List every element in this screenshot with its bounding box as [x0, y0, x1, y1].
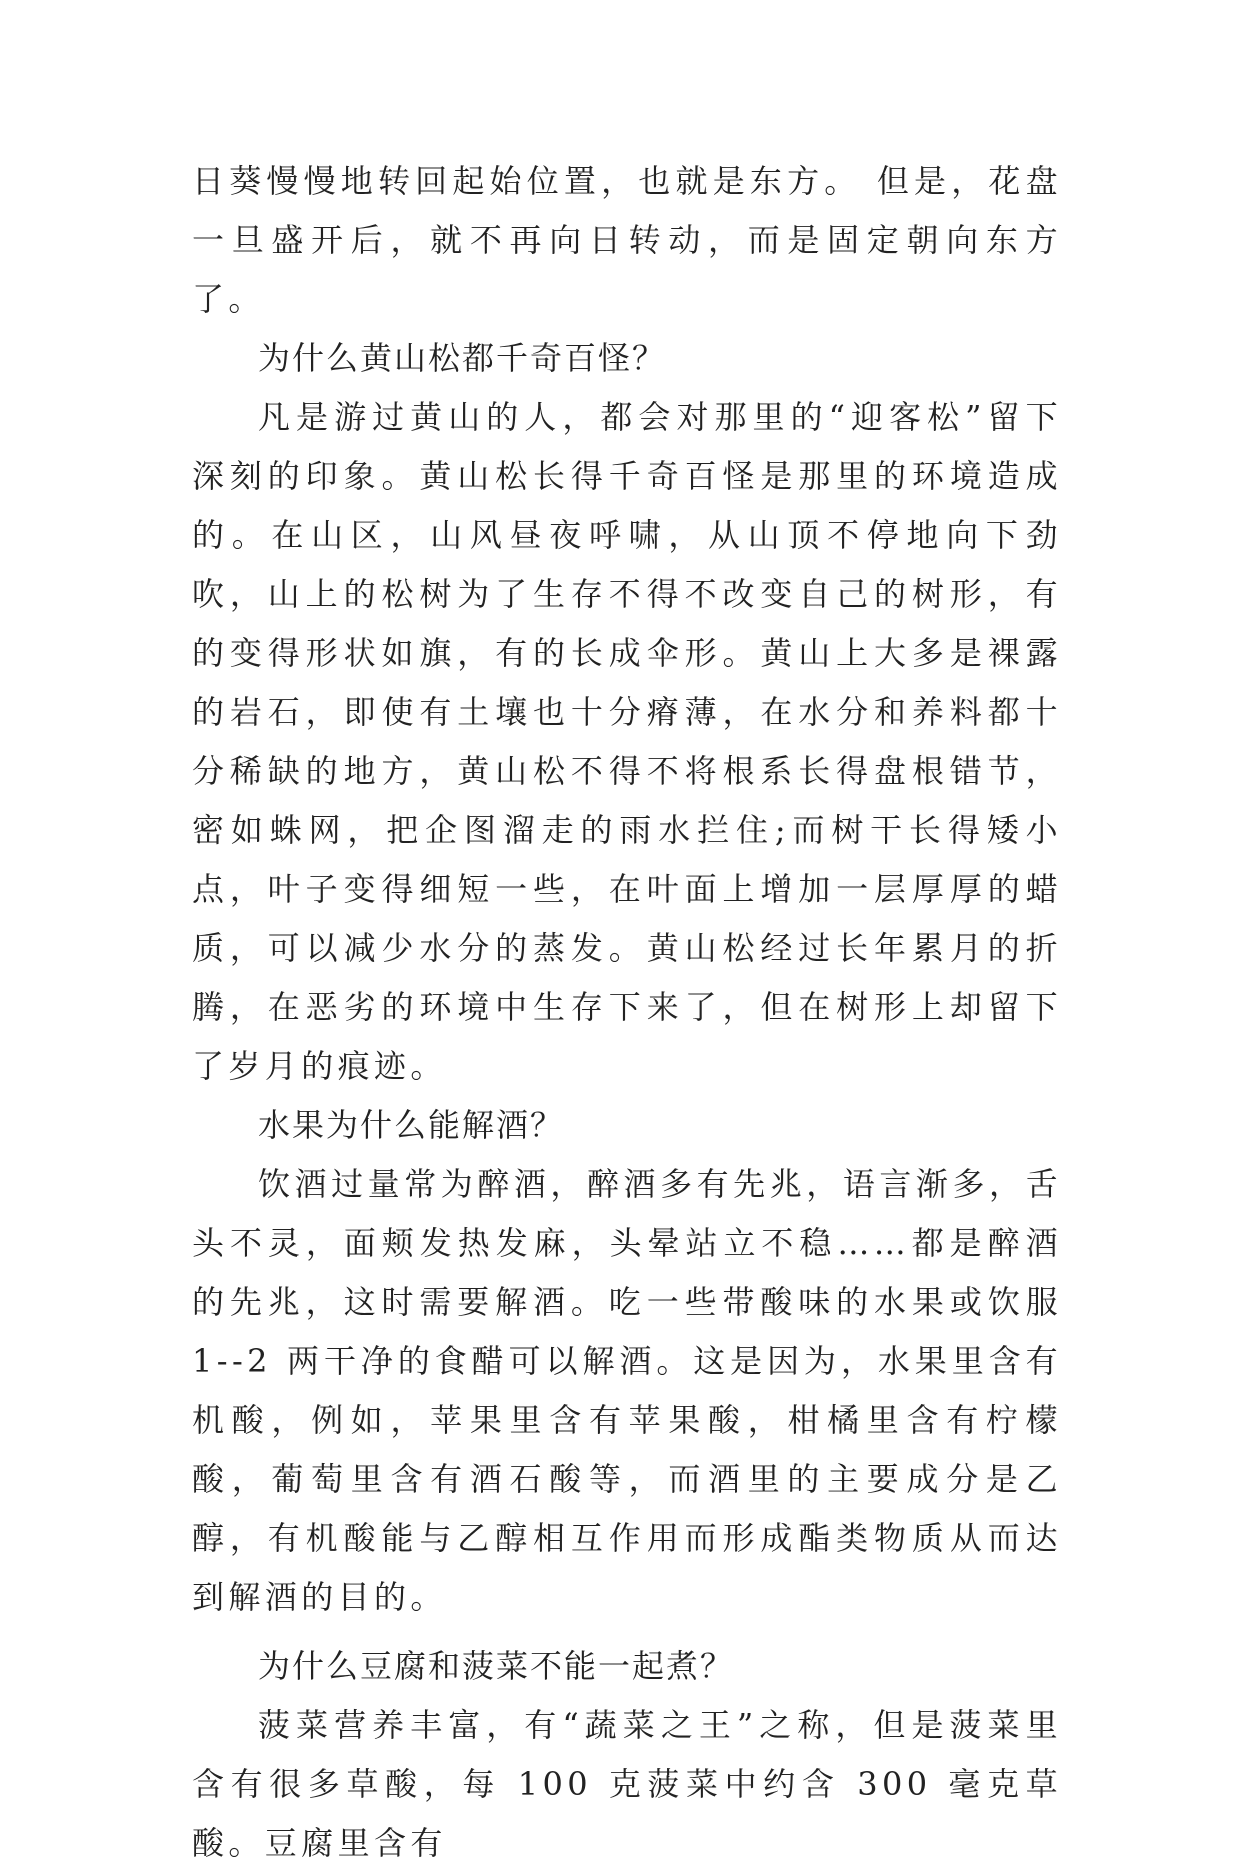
paragraph-fruit-hangover: 饮酒过量常为醉酒，醉酒多有先兆，语言渐多，舌头不灵，面颊发热发麻，头晕站立不稳……都是醉酒的先兆，这时需要解酒。吃一些带酸味的水果或饮服 1--2 两干净的食醋可以解酒。这是因为，水果里含有机酸，例如，苹果里含有苹果酸，柑橘里含有柠檬酸，葡萄里含有酒石酸等，而酒里的主要成分是乙醇，有机酸能与乙醇相互作用而形成酯类物质从而达到解酒的目的。 [192, 1165, 1062, 1616]
paragraph-huangshan-pine: 凡是游过黄山的人，都会对那里的“迎客松”留下深刻的印象。黄山松长得千奇百怪是那里的环境造成的。在山区，山风昼夜呼啸，从山顶不停地向下劲吹，山上的松树为了生存不得不改变自己的树形，有的变得形状如旗，有的长成伞形。黄山上大多是裸露的岩石，即使有土壤也十分瘠薄，在水分和养料都十分稀缺的地方，黄山松不得不将根系长得盘根错节，密如蛛网，把企图溜走的雨水拦住;而树干长得矮小点，叶子变得细短一些，在叶面上增加一层厚厚的蜡质，可以减少水分的蒸发。黄山松经过长年累月的折腾，在恶劣的环境中生存下来了，但在树形上却留下了岁月的痕迹。 [192, 398, 1062, 1085]
paragraph-sunflower-continued: 日葵慢慢地转回起始位置，也就是东方。 但是，花盘一旦盛开后，就不再向日转动，而是固定朝向东方了。 [192, 162, 1062, 318]
heading-fruit-hangover: 水果为什么能解酒？ [258, 1106, 565, 1144]
document-body [192, 152, 1062, 1873]
paragraph-tofu-spinach: 菠菜营养丰富，有“蔬菜之王”之称，但是菠菜里含有很多草酸，每 100 克菠菜中约含 300 毫克草酸。豆腐里含有 [192, 1706, 1062, 1862]
heading-tofu-spinach: 为什么豆腐和菠菜不能一起煮？ [258, 1647, 735, 1685]
heading-huangshan-pine: 为什么黄山松都千奇百怪？ [258, 339, 667, 377]
